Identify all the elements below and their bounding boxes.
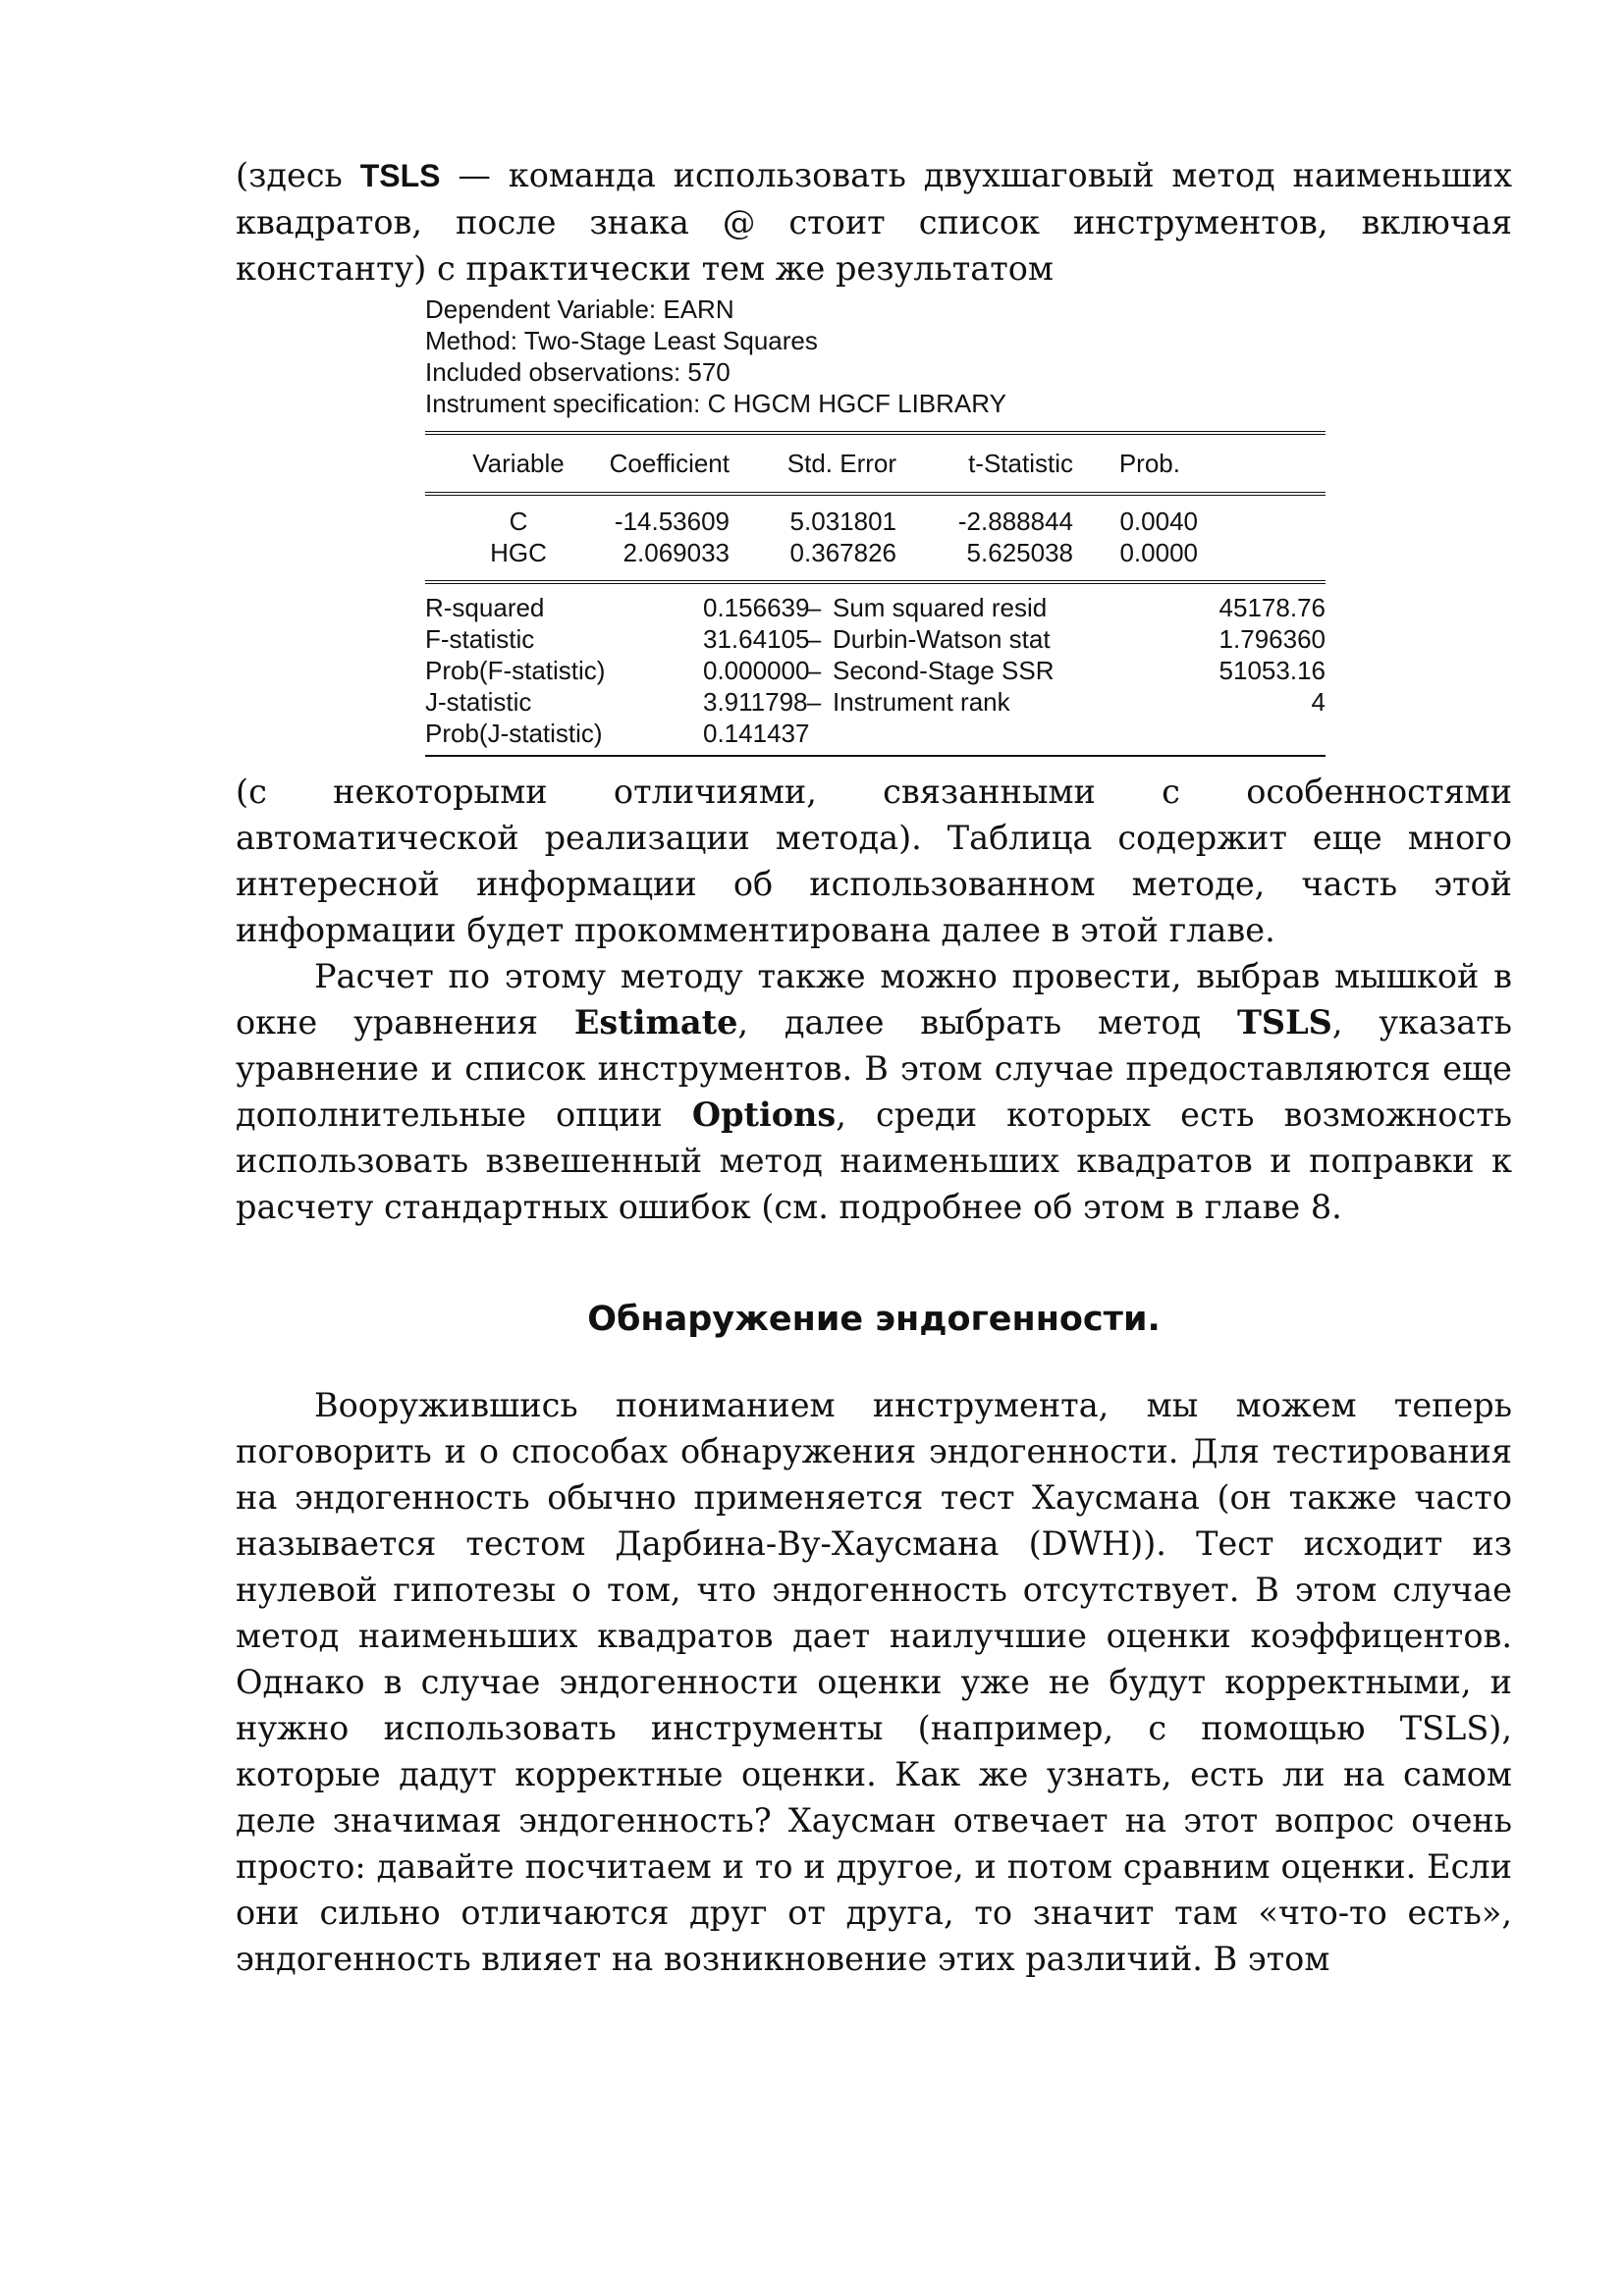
header-t-statistic: t-Statistic [968, 449, 1073, 478]
row-std-error: 5.031801 [789, 507, 896, 536]
stat-label-right: Instrument rank [833, 687, 1010, 717]
meta-dependent-variable: Dependent Variable: EARN [425, 294, 734, 324]
stat-value-right [1108, 718, 1326, 749]
meta-observations: Included observations: 570 [425, 357, 731, 387]
stat-label: Prob(F-statistic) [425, 656, 606, 685]
stat-value-right: 51053.16 [1218, 656, 1326, 685]
stat-dash: – [806, 593, 822, 622]
intro-open: (здесь [236, 156, 360, 194]
intro-rest: — команда использовать двухшаговый метод наименьших квадратов, после знака @ стоит список инструментов, включая константу) с практически тем же результатом [236, 156, 1512, 288]
stat-value: 0.156639 [703, 593, 810, 622]
stat-label: F-statistic [425, 624, 535, 654]
estimate-menu-paragraph [236, 953, 1512, 1230]
stats-row [425, 623, 1326, 655]
row-coefficient: 2.069033 [623, 538, 730, 567]
stat-dash: – [806, 687, 822, 717]
row-variable: C [509, 507, 528, 536]
stat-label-right [823, 718, 1108, 749]
stats-row [425, 655, 1326, 686]
stat-dash: – [806, 624, 822, 654]
table-bottom-rule [425, 755, 1326, 757]
intro-paragraph [236, 152, 1512, 292]
row-coefficient: -14.53609 [614, 507, 730, 536]
intro-command: TSLS [359, 158, 441, 193]
header-prob: Prob. [1118, 449, 1180, 478]
row-prob: 0.0000 [1119, 538, 1198, 567]
stat-dash: – [806, 656, 822, 685]
row-t-statistic: 5.625038 [966, 538, 1073, 567]
stat-label-right: Sum squared resid [833, 593, 1048, 622]
stat-dash [805, 718, 823, 749]
tsls-keyword: TSLS [1237, 1003, 1332, 1041]
eviews-output [425, 294, 1326, 757]
para2-text-2: , далее выбрать метод [737, 1003, 1237, 1041]
document-page [236, 152, 1512, 1982]
header-std-error: Std. Error [786, 449, 896, 478]
summary-statistics [425, 584, 1326, 755]
hausman-paragraph: Вооружившись пониманием инструмента, мы можем теперь поговорить и о способах обнаружения эндогенности. Для тестирования на эндогенность обычно применяется тест Хаусмана (он также часто называется тестом Дарбина-Ву-Хаусмана (DWH)). Тест исходит из нулевой гипотезы о том, что эндогенность отсутствует. В этом случае метод наименьших квадратов дает наилучшие оценки коэффицентов. Однако в случае эндогенности оценки уже не будут корректными, и нужно использовать инструменты (например, с помощью TSLS), которые дадут корректные оценки. Как же узнать, есть ли на самом деле значимая эндогенность? Хаусман отвечает на этот вопрос очень просто: давайте посчитаем и то и другое, и потом сравним оценки. Если они сильно отличаются друг от друга, то значит там «что-то есть», эндогенность влияет на возникновение этих различий. В этом [236, 1386, 1512, 1978]
stat-value: 31.64105 [703, 624, 810, 654]
stat-value: 0.000000 [703, 656, 810, 685]
stats-row [425, 592, 1326, 623]
options-keyword: Options [691, 1095, 837, 1134]
meta-method: Method: Two-Stage Least Squares [425, 326, 818, 355]
header-variable: Variable [472, 449, 565, 478]
after-table-paragraph: (с некоторыми отличиями, связанными с особенностями автоматической реализации метода). Таблица содержит еще много интересной информации об использованном методе, часть этой информации будет прокомментирована далее в этой главе. [236, 773, 1512, 949]
stat-label: R-squared [425, 593, 545, 622]
row-prob: 0.0040 [1119, 507, 1198, 536]
stat-value-right: 4 [1311, 687, 1326, 717]
coefficient-table-header [425, 435, 1326, 492]
estimation-meta [425, 294, 1326, 419]
stat-value: 3.911798 [703, 687, 808, 717]
stat-value-right: 1.796360 [1218, 624, 1326, 654]
stat-label: J-statistic [425, 687, 532, 717]
para2-text-4: , среди которых есть возможность использовать взвешенный метод наименьших квадратов и поправки к расчету стандартных ошибок (см. подробнее об этом в главе 8. [236, 1095, 1512, 1226]
estimate-keyword: Estimate [573, 1003, 738, 1041]
stats-row [425, 718, 1326, 749]
para2-text-1: Расчет по этому методу также можно провести, выбрав мышкой в окне уравнения [236, 957, 1512, 1041]
stat-label: Prob(J-statistic) [425, 719, 603, 748]
coefficient-rows [425, 496, 1326, 580]
stat-label-right: Second-Stage SSR [833, 656, 1055, 685]
table-row [425, 537, 1326, 568]
stat-value-right: 45178.76 [1218, 593, 1326, 622]
row-std-error: 0.367826 [789, 538, 896, 567]
row-t-statistic: -2.888844 [957, 507, 1073, 536]
stat-value: 0.141437 [703, 719, 810, 748]
stats-row [425, 686, 1326, 718]
meta-instruments: Instrument specification: C HGCM HGCF LIBRARY [425, 389, 1006, 418]
para2-text-3: , указать уравнение и список инструментов. В этом случае предоставляются еще дополнительные опции [236, 1003, 1512, 1134]
stat-label-right: Durbin-Watson stat [833, 624, 1051, 654]
section-heading: Обнаружение эндогенности. [587, 1300, 1161, 1339]
row-variable: HGC [490, 538, 547, 567]
header-coefficient: Coefficient [609, 449, 730, 478]
table-row [425, 506, 1326, 537]
